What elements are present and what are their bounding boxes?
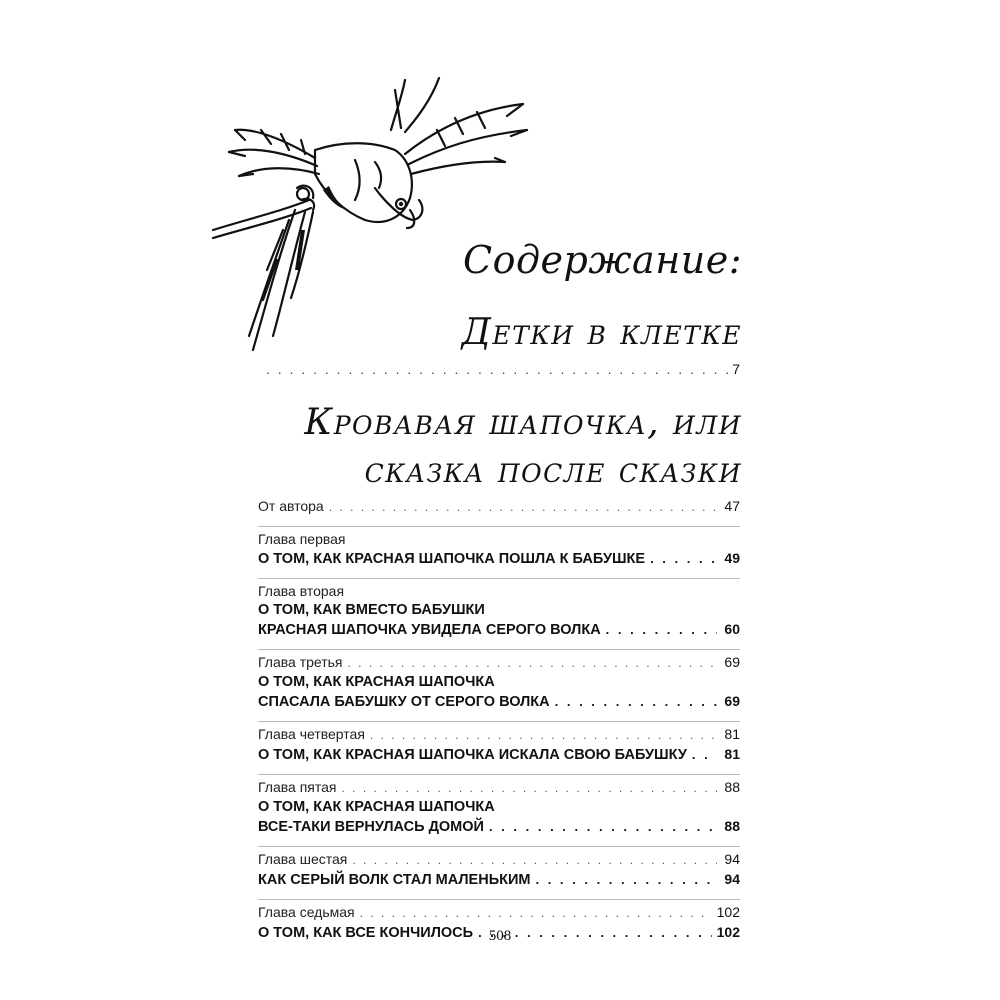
toc-line-text: От автора [258,498,324,514]
toc-chapter-title [258,673,740,692]
dot-leader [650,549,717,568]
toc-chapter-title [258,601,740,620]
toc-entry [258,774,740,837]
toc-page-number: 102 [716,904,740,920]
toc-entry [258,721,740,765]
toc-chapter-title[interactable] [258,745,740,765]
toc-line-text: О ТОМ, КАК КРАСНАЯ ШАПОЧКА ИСКАЛА СВОЮ БАБУШКУ [258,747,687,763]
toc-chapter-label [258,530,740,549]
toc-page-number: 102 [716,924,740,940]
toc-page-number: 69 [724,654,740,670]
toc-chapter-title[interactable] [258,692,740,712]
toc-page-number: 88 [724,818,740,834]
toc-page-number: 88 [724,779,740,795]
toc-page-number: 94 [724,851,740,867]
toc-chapter-label[interactable] [258,725,740,745]
toc-chapter-label[interactable] [258,778,740,798]
toc-line-text: ВСЕ-ТАКИ ВЕРНУЛАСЬ ДОМОЙ [258,819,484,835]
toc-line-text: КАК СЕРЫЙ ВОЛК СТАЛ МАЛЕНЬКИМ [258,872,531,888]
dot-leader [606,620,717,639]
toc-page-number: 94 [724,871,740,887]
table-of-contents [258,497,740,952]
toc-chapter-title[interactable] [258,620,740,640]
toc-entry [258,846,740,890]
toc-chapter-title[interactable] [258,549,740,569]
toc-chapter-label [258,582,740,601]
toc-line-text: Глава пятая [258,779,337,795]
part1-toc-row[interactable] [262,360,740,378]
dot-leader [360,904,712,923]
toc-line-text: Глава шестая [258,851,348,867]
part1-title: Детки в клетке [461,312,742,353]
toc-entry [258,578,740,640]
toc-line-text: О ТОМ, КАК КРАСНАЯ ШАПОЧКА [258,674,495,690]
page-number: 508 [488,928,512,944]
part2-title-line2: сказка после сказки [364,450,742,491]
toc-page-number: 47 [724,498,740,514]
toc-line-text: О ТОМ, КАК ВМЕСТО БАБУШКИ [258,602,485,618]
dot-leader [348,654,717,673]
toc-line-text: О ТОМ, КАК ВСЕ КОНЧИЛОСЬ [258,925,474,941]
toc-line-text: Глава первая [258,531,346,547]
dot-leader [329,498,717,517]
toc-line-text: Глава седьмая [258,904,355,920]
toc-page-number: 49 [724,550,740,566]
toc-page-number: 81 [724,726,740,742]
contents-title: Содержание: [463,238,742,282]
part1-page-number: 7 [732,361,740,377]
dot-leader [489,817,717,836]
part2-title-line1: Кровавая шапочка, или [304,402,742,443]
toc-page-number: 60 [724,621,740,637]
toc-line-text: О ТОМ, КАК КРАСНАЯ ШАПОЧКА [258,799,495,815]
toc-chapter-title [258,798,740,817]
toc-chapter-label[interactable] [258,903,740,923]
toc-chapter-label[interactable] [258,497,740,517]
dot-leader [535,870,717,889]
toc-entry [258,526,740,569]
toc-line-text: Глава четвертая [258,726,365,742]
toc-chapter-title[interactable] [258,870,740,890]
toc-entry [258,497,740,517]
toc-line-text: Глава третья [258,654,343,670]
dot-leader [342,779,718,798]
toc-line-text: Глава вторая [258,583,345,599]
toc-chapter-label[interactable] [258,850,740,870]
toc-chapter-label[interactable] [258,653,740,673]
toc-line-text: О ТОМ, КАК КРАСНАЯ ШАПОЧКА ПОШЛА К БАБУШКЕ [258,551,646,567]
toc-chapter-title[interactable] [258,817,740,837]
toc-line-text: СПАСАЛА БАБУШКУ ОТ СЕРОГО ВОЛКА [258,694,550,710]
toc-page-number: 81 [724,746,740,762]
toc-entry [258,649,740,712]
dot-leader [370,726,717,745]
toc-line-text: КРАСНАЯ ШАПОЧКА УВИДЕЛА СЕРОГО ВОЛКА [258,622,601,638]
dot-leader [352,851,717,870]
dot-leader [555,692,717,711]
toc-page-number: 69 [724,693,740,709]
dot-leader [692,745,717,764]
dot-leader [266,360,728,378]
